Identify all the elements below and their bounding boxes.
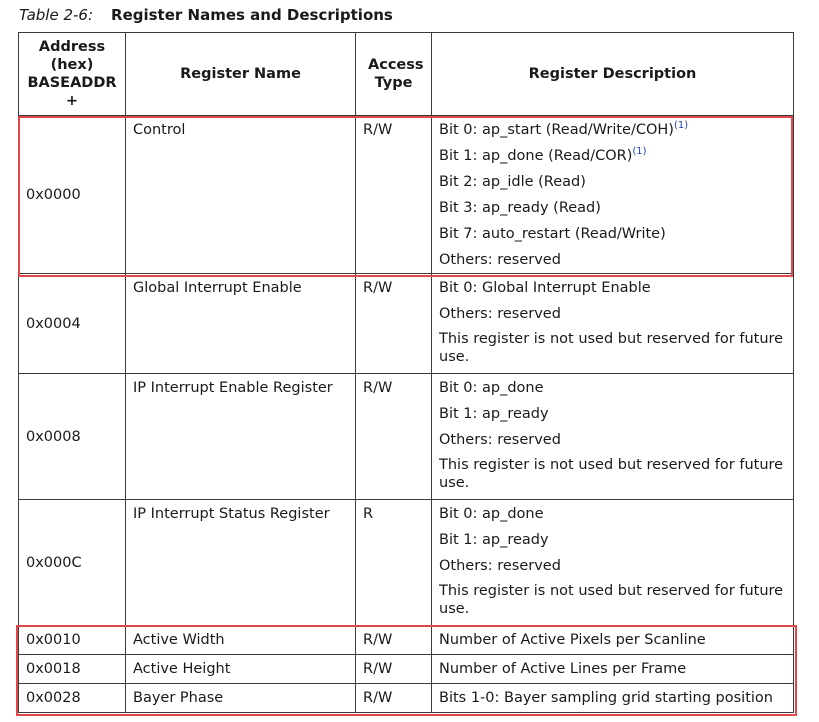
footnote-ref: (1) bbox=[673, 120, 689, 131]
access-type: R/W bbox=[356, 374, 432, 500]
access-type: R/W bbox=[356, 116, 432, 274]
description-line: Bit 0: ap_start (Read/Write/COH)$^{(1)}$ bbox=[439, 120, 689, 138]
register-name: Bayer Phase bbox=[126, 684, 356, 713]
register-description: Number of Active Pixels per Scanline bbox=[432, 626, 794, 655]
register-description bbox=[432, 116, 794, 274]
description-line: This register is not used but reserved for future use. bbox=[439, 457, 784, 491]
table-row bbox=[19, 374, 794, 500]
table-row bbox=[19, 655, 794, 684]
description-line: Bit 0: Global Interrupt Enable bbox=[439, 280, 651, 296]
description-line: Others: reserved bbox=[439, 252, 561, 268]
register-description: Bits 1-0: Bayer sampling grid starting position bbox=[432, 684, 794, 713]
table-title: Register Names and Descriptions bbox=[111, 6, 393, 24]
header-row bbox=[19, 33, 794, 116]
description-line: Others: reserved bbox=[439, 306, 561, 322]
register-name: Global Interrupt Enable bbox=[126, 274, 356, 374]
access-type: R/W bbox=[356, 655, 432, 684]
register-description bbox=[432, 500, 794, 626]
table-row bbox=[19, 626, 794, 655]
description-line: Bit 1: ap_done (Read/COR)$^{(1)}$ bbox=[439, 146, 647, 164]
register-name: Active Height bbox=[126, 655, 356, 684]
header-address: Address (hex) BASEADDR + bbox=[19, 33, 126, 116]
access-type: R/W bbox=[356, 274, 432, 374]
register-address: 0x0000 bbox=[19, 116, 126, 274]
header-register-name: Register Name bbox=[126, 33, 356, 116]
table-row bbox=[19, 684, 794, 713]
register-description bbox=[432, 374, 794, 500]
register-address: 0x0018 bbox=[19, 655, 126, 684]
table-row bbox=[19, 274, 794, 374]
register-table bbox=[18, 32, 794, 713]
description-line: This register is not used but reserved for future use. bbox=[439, 331, 784, 365]
register-name: Control bbox=[126, 116, 356, 274]
description-line: Bit 0: ap_done bbox=[439, 506, 544, 522]
register-address: 0x0028 bbox=[19, 684, 126, 713]
register-description: Number of Active Lines per Frame bbox=[432, 655, 794, 684]
register-address: 0x0008 bbox=[19, 374, 126, 500]
table-row bbox=[19, 116, 794, 274]
access-type: R/W bbox=[356, 684, 432, 713]
description-line: Bit 1: ap_ready bbox=[439, 532, 549, 548]
header-access-type: Access Type bbox=[356, 33, 432, 116]
table-row bbox=[19, 500, 794, 626]
header-register-description: Register Description bbox=[432, 33, 794, 116]
register-name: IP Interrupt Status Register bbox=[126, 500, 356, 626]
description-line: Bit 1: ap_ready bbox=[439, 406, 549, 422]
register-address: 0x0010 bbox=[19, 626, 126, 655]
access-type: R/W bbox=[356, 626, 432, 655]
description-line: Bit 7: auto_restart (Read/Write) bbox=[439, 226, 666, 242]
description-line: This register is not used but reserved for future use. bbox=[439, 583, 784, 617]
register-description bbox=[432, 274, 794, 374]
register-name: Active Width bbox=[126, 626, 356, 655]
description-line: Others: reserved bbox=[439, 432, 561, 448]
description-line: Others: reserved bbox=[439, 558, 561, 574]
access-type: R bbox=[356, 500, 432, 626]
register-address: 0x000C bbox=[19, 500, 126, 626]
description-line: Bit 0: ap_done bbox=[439, 380, 544, 396]
description-line: Bit 3: ap_ready (Read) bbox=[439, 200, 601, 216]
table-number: Table 2-6: bbox=[19, 6, 94, 24]
table-caption bbox=[19, 5, 393, 25]
description-line: Bit 2: ap_idle (Read) bbox=[439, 174, 586, 190]
footnote-ref: (1) bbox=[632, 146, 647, 157]
register-address: 0x0004 bbox=[19, 274, 126, 374]
register-name: IP Interrupt Enable Register bbox=[126, 374, 356, 500]
